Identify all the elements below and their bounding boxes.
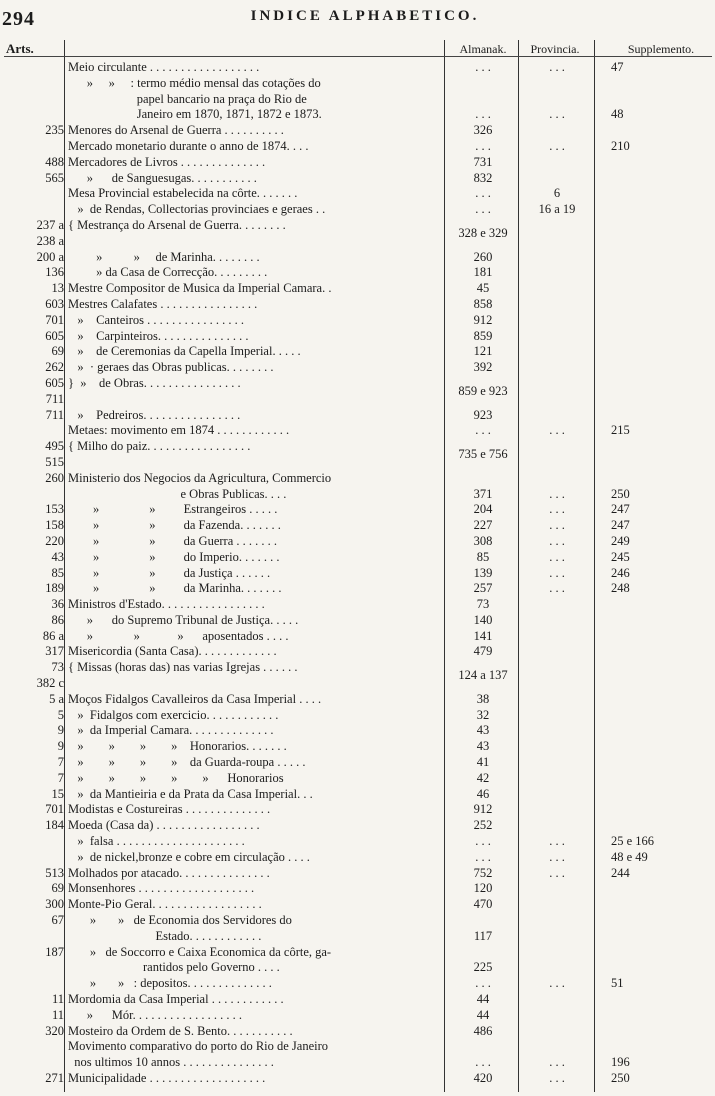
entry-almanak-page: 139 (473, 565, 493, 580)
index-entry (0, 881, 715, 897)
entry-almanak-page: 124 a 137 (458, 668, 508, 683)
entry-almanak-page: . . . (475, 1055, 491, 1070)
entry-provincia-page: . . . (549, 1055, 565, 1070)
entry-article-number: 69 (51, 344, 64, 359)
entry-supplemento-page: 250 (611, 1071, 630, 1085)
entry-article-number: 11 (51, 1007, 64, 1022)
entry-article-number: 565 (45, 170, 64, 185)
index-entry (0, 818, 715, 834)
entry-almanak-page: 392 (473, 360, 493, 375)
index-entry (0, 755, 715, 771)
entry-description: { Missas (horas das) nas varias Igrejas . . . . . . (68, 660, 298, 675)
entry-description: » » da Justiça . . . . . . (68, 565, 271, 580)
page-number: 294 (2, 8, 35, 30)
entry-almanak-page: 257 (473, 581, 493, 596)
entry-supplemento-page: 215 (611, 423, 630, 438)
entry-almanak-page: 120 (473, 881, 493, 896)
entry-provincia-page: . . . (549, 138, 565, 153)
entry-article-number: 36 (51, 597, 64, 612)
entry-almanak-page: 260 (473, 249, 493, 264)
entry-almanak-page: 45 (476, 281, 490, 296)
entry-almanak-page: 328 e 329 (458, 225, 508, 240)
index-entry (0, 613, 715, 629)
index-entry (0, 692, 715, 708)
entry-description: » Pedreiros. . . . . . . . . . . . . . . . (68, 407, 241, 422)
index-entry (0, 329, 715, 345)
entry-almanak-page: . . . (475, 186, 491, 201)
entry-article-number: 603 (45, 296, 64, 311)
entry-almanak-page: . . . (475, 849, 491, 864)
index-entry (0, 660, 715, 692)
entry-almanak-page: . . . (475, 423, 491, 438)
entry-article-number: 11 (51, 992, 64, 1007)
entry-article-number: 69 (51, 881, 64, 896)
entry-article-number: 271 (45, 1071, 64, 1085)
entry-description: Mosteiro da Ordem de S. Bento. . . . . . . . . . . (68, 1023, 293, 1038)
entry-almanak-page: 308 (473, 533, 493, 548)
entry-article-number: 200 a (36, 249, 64, 264)
entry-article-number: 488 (45, 154, 64, 169)
entry-description: » Mór. . . . . . . . . . . . . . . . . . (68, 1007, 242, 1022)
entry-provincia-page: . . . (549, 549, 565, 564)
index-entry (0, 186, 715, 202)
entry-supplemento-page: 47 (611, 60, 624, 74)
column-header-supplemento: Supplemento. (627, 42, 695, 56)
entry-description: » » da Marinha. . . . . . . (68, 581, 282, 596)
header-rule (4, 56, 712, 57)
entry-almanak-page: 204 (473, 502, 493, 517)
index-entry (0, 550, 715, 566)
index-entry (0, 976, 715, 992)
entry-description: » de Soccorro e Caixa Economica da côrte, ga- rantidos pelo Governo . . . . (89, 944, 332, 975)
index-entry (0, 376, 715, 408)
index-entry (0, 60, 715, 76)
entry-almanak-page: 44 (476, 1007, 490, 1022)
index-entry (0, 344, 715, 360)
entry-almanak-page: 43 (476, 739, 490, 754)
entry-description: » · geraes das Obras publicas. . . . . . . . (68, 360, 274, 375)
entry-description: Mestre Compositor de Musica da Imperial Camara. . (68, 281, 332, 296)
entry-article-number: 260 (45, 470, 64, 485)
index-entry (0, 945, 715, 977)
index-entry (0, 250, 715, 266)
entry-article-number: 189 (45, 581, 64, 596)
entry-provincia-page: . . . (549, 865, 565, 880)
entry-description: » » Estrangeiros . . . . . (68, 502, 278, 517)
entry-supplemento-page: 247 (611, 502, 630, 517)
entry-article-number: 13 (51, 281, 64, 296)
index-entry (0, 566, 715, 582)
index-entry (0, 471, 715, 503)
entry-provincia-page: 16 a 19 (538, 202, 576, 217)
index-entry (0, 408, 715, 424)
entry-article-number: 67 (51, 913, 64, 928)
entry-provincia-page: . . . (549, 502, 565, 517)
index-entry (0, 1024, 715, 1040)
entry-description: Municipalidade . . . . . . . . . . . . . . . . . . . (68, 1071, 266, 1085)
entry-almanak-page: 227 (473, 518, 493, 533)
entry-almanak-page: 923 (473, 407, 493, 422)
entry-description: Mercadores de Livros . . . . . . . . . . . . . . (68, 154, 266, 169)
entry-article-number: 85 (51, 565, 64, 580)
entry-almanak-page: 121 (473, 344, 493, 359)
entry-article-number: 158 (45, 518, 64, 533)
entry-supplemento-page: 250 (611, 486, 630, 501)
entry-provincia-page: . . . (549, 834, 565, 849)
entry-almanak-page: 140 (473, 612, 493, 627)
entry-article-number: 15 (51, 786, 64, 801)
entry-description: Metaes: movimento em 1874 . . . . . . . . . . . . (68, 423, 290, 438)
index-entry (0, 297, 715, 313)
index-entry (0, 1008, 715, 1024)
entry-article-number: 43 (51, 549, 64, 564)
index-entry (0, 518, 715, 534)
entry-description: » » : depositos. . . . . . . . . . . . . . (68, 976, 272, 991)
entry-description: Monte-Pio Geral. . . . . . . . . . . . . . . . . . (68, 897, 262, 912)
entry-description: Menores do Arsenal de Guerra . . . . . . . . . . (68, 123, 284, 138)
index-entry (0, 534, 715, 550)
entry-provincia-page: 6 (553, 186, 561, 201)
index-entry (0, 155, 715, 171)
entry-article-number: 711 (45, 407, 64, 422)
entry-article-number: 7 (57, 770, 64, 785)
index-entry (0, 629, 715, 645)
index-entry (0, 76, 715, 123)
entry-almanak-page: 912 (473, 312, 493, 327)
entry-supplemento-page: 48 (611, 107, 624, 122)
entry-provincia-page: . . . (549, 1071, 565, 1085)
entry-article-number: 5 (57, 707, 64, 722)
entry-description: » de Sanguesugas. . . . . . . . . . . (68, 170, 257, 185)
entry-description: Mesa Provincial estabelecida na côrte. . . . . . . (68, 186, 298, 201)
column-header-arts: Arts. (6, 41, 34, 56)
entry-article-number: 5 a (49, 691, 64, 706)
entry-description: » » : termo médio mensal das cotações do papel bancario na praça do Rio de Janeiro em 1870, 1871, 1872 e 1873. (86, 75, 322, 122)
column-header-almanak: Almanak. (459, 42, 507, 56)
entry-description: Molhados por atacado. . . . . . . . . . . . . . . (68, 865, 270, 880)
entry-provincia-page: . . . (549, 423, 565, 438)
index-entry (0, 171, 715, 187)
entry-article-number: 9 (57, 739, 64, 754)
entry-article-number: 153 (45, 502, 64, 517)
entry-article-number: 237 a 238 a (36, 217, 64, 248)
entry-description: Mercado monetario durante o anno de 1874. . . . (68, 138, 309, 153)
index-entry (0, 913, 715, 945)
index-entry (0, 739, 715, 755)
entry-article-number: 136 (45, 265, 64, 280)
entry-description: » do Supremo Tribunal de Justiça. . . . . (68, 612, 299, 627)
entry-supplemento-page: 246 (611, 565, 630, 580)
index-entry (0, 202, 715, 218)
entry-almanak-page: 752 (473, 865, 493, 880)
entry-provincia-page: . . . (549, 518, 565, 533)
index-entry (0, 360, 715, 376)
entry-description: » de Rendas, Collectorias provinciaes e geraes . . (68, 202, 326, 217)
entry-almanak-page: 85 (476, 549, 490, 564)
entry-description: » » da Guerra . . . . . . . (68, 533, 277, 548)
entry-provincia-page: . . . (549, 565, 565, 580)
index-entry (0, 771, 715, 787)
entry-almanak-page: . . . (475, 834, 491, 849)
entry-almanak-page: 46 (476, 786, 490, 801)
entry-almanak-page: 42 (476, 770, 490, 785)
entry-supplemento-page: 25 e 166 (611, 834, 655, 849)
entry-article-number: 187 (45, 944, 64, 959)
entry-description: { Milho do paiz. . . . . . . . . . . . . . . . . (68, 439, 251, 454)
entry-article-number: 7 (57, 755, 64, 770)
entry-almanak-page: 858 (473, 296, 493, 311)
entry-description: Movimento comparativo do porto do Rio de Janeiro nos ultimos 10 annos . . . . . . . . . . . . . . . (68, 1039, 329, 1070)
entry-supplemento-page: 48 e 49 (611, 849, 648, 864)
index-entry (0, 1039, 715, 1071)
entry-description: } » de Obras. . . . . . . . . . . . . . . . (68, 375, 241, 390)
entry-description: » falsa . . . . . . . . . . . . . . . . . . . . . (68, 834, 245, 849)
entry-description: » » de Economia dos Servidores do Estado. . . . . . . . . . . . (89, 913, 292, 943)
entry-description: » Carpinteiros. . . . . . . . . . . . . . . (68, 328, 249, 343)
entry-almanak-page: 420 (473, 1071, 493, 1085)
entry-supplemento-page: 248 (611, 581, 630, 596)
entry-almanak-page: 479 (473, 644, 493, 659)
entry-article-number: 86 (51, 612, 64, 627)
entry-supplemento-page: 244 (611, 865, 630, 880)
index-entry (0, 708, 715, 724)
index-entry (0, 502, 715, 518)
entry-description: Moeda (Casa da) . . . . . . . . . . . . . . . . . (68, 818, 260, 833)
entry-almanak-page: 326 (473, 123, 493, 138)
entry-almanak-page: . . . (475, 976, 491, 991)
index-entry (0, 787, 715, 803)
index-entry (0, 644, 715, 660)
entry-description: » » » » da Guarda-roupa . . . . . (68, 755, 306, 770)
entry-almanak-page: 44 (476, 992, 490, 1007)
index-entry (0, 218, 715, 250)
entry-almanak-page: 371 (473, 486, 493, 501)
entry-provincia-page: . . . (549, 60, 565, 74)
entry-description: » da Casa de Correcção. . . . . . . . . (68, 265, 268, 280)
entry-article-number: 317 (45, 644, 64, 659)
entry-almanak-page: 859 e 923 (458, 383, 508, 398)
entry-almanak-page: 912 (473, 802, 493, 817)
entry-description: Meio circulante . . . . . . . . . . . . . . . . . . (68, 60, 260, 74)
index-entry (0, 123, 715, 139)
entry-supplemento-page: 249 (611, 533, 630, 548)
index-entry (0, 597, 715, 613)
entry-almanak-page: . . . (475, 138, 491, 153)
entry-description: » » de Marinha. . . . . . . . (68, 249, 260, 264)
entry-description: Ministros d'Estado. . . . . . . . . . . . . . . . . (68, 597, 265, 612)
entry-almanak-page: 735 e 756 (458, 447, 508, 462)
entry-description: Mestres Calafates . . . . . . . . . . . . . . . . (68, 296, 258, 311)
entry-article-number: 9 (57, 723, 64, 738)
entry-almanak-page: 73 (476, 597, 490, 612)
entry-almanak-page: . . . (475, 60, 491, 74)
entry-provincia-page: . . . (549, 486, 565, 501)
entry-description: Modistas e Costureiras . . . . . . . . . . . . . . (68, 802, 271, 817)
entry-description: » da Mantieiria e da Prata da Casa Imperial. . . (68, 786, 313, 801)
index-entry (0, 265, 715, 281)
page-title: INDICE ALPHABETICO. (250, 8, 480, 24)
entry-almanak-page: 859 (473, 328, 493, 343)
index-entry (0, 866, 715, 882)
entry-description: » » » aposentados . . . . (68, 628, 289, 643)
entry-supplemento-page: 196 (611, 1055, 630, 1070)
entry-almanak-page: . . . (475, 107, 491, 122)
entry-description: » Fidalgos com exercicio. . . . . . . . . . . . (68, 707, 279, 722)
entry-article-number: 262 (45, 360, 64, 375)
entry-almanak-page: 832 (473, 170, 493, 185)
entry-article-number: 184 (45, 818, 64, 833)
entry-almanak-page: 470 (473, 897, 493, 912)
index-entry (0, 281, 715, 297)
entry-supplemento-page: 247 (611, 518, 630, 533)
index-entry (0, 1071, 715, 1087)
entry-article-number: 495 515 (45, 439, 64, 469)
index-entry (0, 897, 715, 913)
index-entry (0, 139, 715, 155)
entry-supplemento-page: 51 (611, 976, 624, 991)
entry-almanak-page: . . . (475, 202, 491, 217)
entry-provincia-page: . . . (549, 581, 565, 596)
entry-description: { Mestrança do Arsenal de Guerra. . . . . . . . (68, 217, 286, 232)
entry-description: Moços Fidalgos Cavalleiros da Casa Imperial . . . . (68, 691, 322, 706)
entry-provincia-page: . . . (549, 849, 565, 864)
index-entry (0, 834, 715, 850)
index-entry (0, 850, 715, 866)
index-entries (0, 60, 715, 1087)
entry-supplemento-page: 245 (611, 549, 630, 564)
entry-description: Monsenhores . . . . . . . . . . . . . . . . . . . (68, 881, 255, 896)
entry-description: » da Imperial Camara. . . . . . . . . . . . . . (68, 723, 274, 738)
index-entry (0, 992, 715, 1008)
entry-article-number: 320 (45, 1023, 64, 1038)
index-entry (0, 723, 715, 739)
entry-almanak-page: 731 (473, 154, 493, 169)
entry-description: Misericordia (Santa Casa). . . . . . . . . . . . . (68, 644, 277, 659)
column-header-provincia: Provincia. (530, 42, 580, 56)
entry-almanak-page: 181 (473, 265, 493, 280)
entry-article-number: 300 (45, 897, 64, 912)
entry-supplemento-page: 210 (611, 138, 630, 153)
entry-article-number: 220 (45, 533, 64, 548)
entry-provincia-page: . . . (549, 533, 565, 548)
entry-article-number: 513 (45, 865, 64, 880)
entry-description: » » » » Honorarios. . . . . . . (68, 739, 287, 754)
entry-description: » de nickel,bronze e cobre em circulação . . . . (68, 849, 310, 864)
index-entry (0, 423, 715, 439)
entry-almanak-page: 225 (473, 960, 493, 975)
entry-provincia-page: . . . (549, 107, 565, 122)
entry-article-number: 86 a (42, 628, 64, 643)
entry-description: Mordomia da Casa Imperial . . . . . . . . . . . . (68, 992, 284, 1007)
entry-description: » Canteiros . . . . . . . . . . . . . . . . (68, 312, 245, 327)
entry-almanak-page: 43 (476, 723, 490, 738)
entry-article-number: 235 (45, 123, 64, 138)
entry-article-number: 701 (45, 802, 64, 817)
entry-almanak-page: 38 (476, 691, 490, 706)
entry-almanak-page: 32 (476, 707, 490, 722)
index-entry (0, 313, 715, 329)
entry-almanak-page: 41 (476, 755, 490, 770)
entry-almanak-page: 486 (473, 1023, 493, 1038)
entry-almanak-page: 141 (473, 628, 493, 643)
entry-almanak-page: 117 (473, 928, 493, 943)
entry-description: » de Ceremonias da Capella Imperial. . . . . (68, 344, 301, 359)
index-entry (0, 439, 715, 471)
index-entry (0, 581, 715, 597)
entry-description: Ministerio dos Negocios da Agricultura, Commercio e Obras Publicas. . . . (68, 470, 332, 501)
entry-article-number: 605 (45, 328, 64, 343)
entry-provincia-page: . . . (549, 976, 565, 991)
entry-description: » » » » » Honorarios (68, 770, 284, 785)
entry-description: » » da Fazenda. . . . . . . (68, 518, 281, 533)
entry-article-number: 73 382 c (36, 660, 64, 691)
entry-almanak-page: 252 (473, 818, 493, 833)
index-entry (0, 802, 715, 818)
entry-article-number: 701 (45, 312, 64, 327)
entry-article-number: 605 711 (45, 375, 64, 406)
entry-description: » » do Imperio. . . . . . . (68, 549, 280, 564)
